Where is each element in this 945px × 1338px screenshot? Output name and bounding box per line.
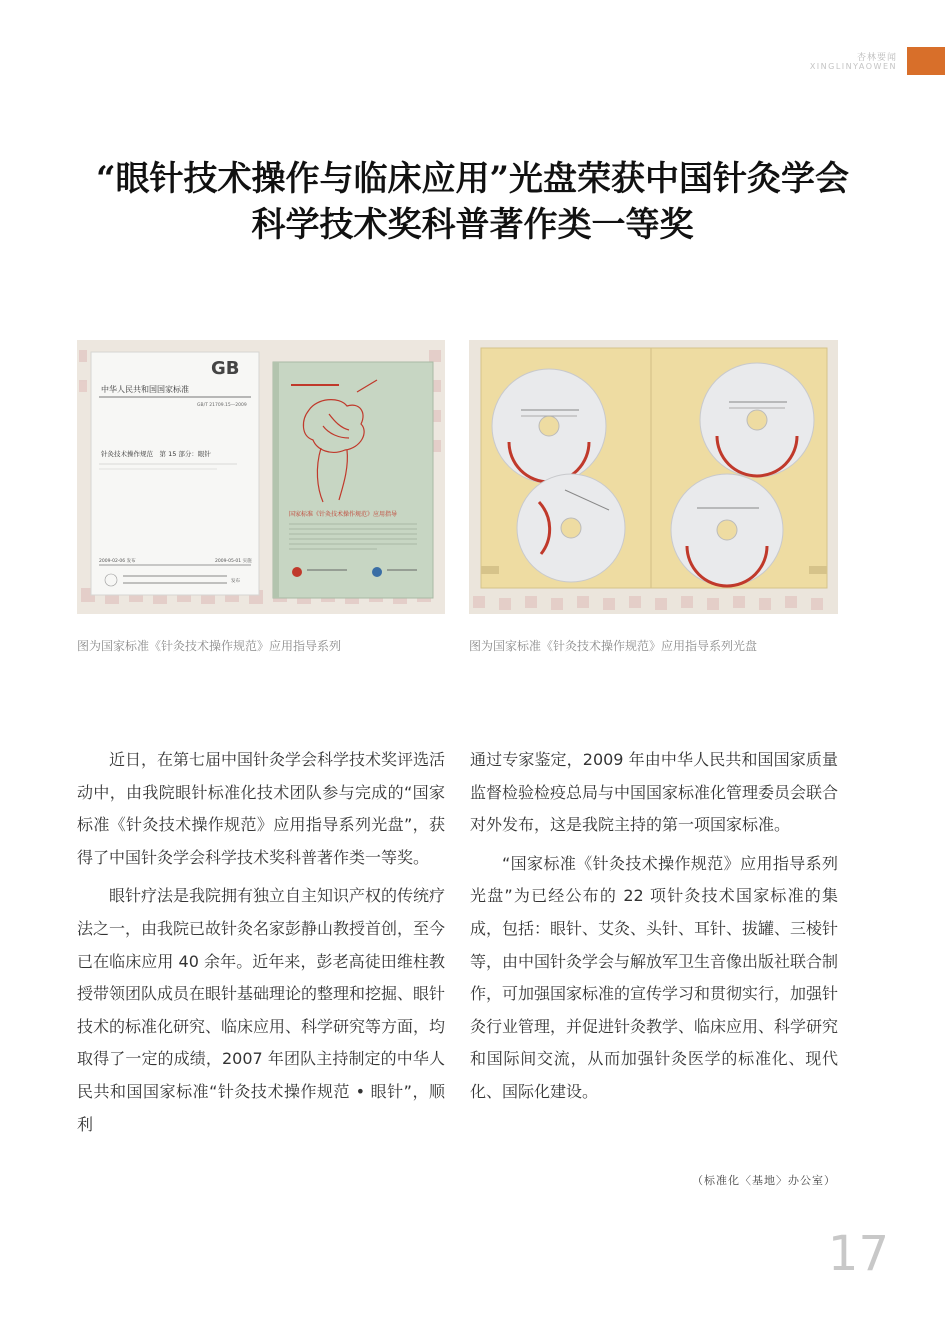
doc-country-label: 中华人民共和国国家标准 (101, 385, 189, 394)
article-column-right (470, 744, 838, 1115)
article-title (40, 156, 905, 248)
article-paragraph: 眼针疗法是我院拥有独立自主知识产权的传统疗法之一，由我院已故针灸名家彭静山教授首创，至今已在临床应用 40 余年。近年来，彭老高徒田维柱教授带领团队成员在眼针基础理论的整理和挖掘、眼针技术的标准化研究、临床应用、科学研究等方面，均取得了一定的成绩，2007 年团队主持制定的中华人民共和国国家标准“针灸技术操作规范 • 眼针”，顺利 (77, 886, 446, 1134)
article-paragraph-continued: 通过专家鉴定，2009 年由中华人民共和国国家质量监督检验检疫总局与中国国家标准化管理委员会联合对外发布，这是我院主持的第一项国家标准。 (470, 750, 839, 835)
page-number: 17 (827, 1226, 889, 1282)
section-accent-tab (907, 47, 945, 75)
photo-standard-and-book (77, 340, 445, 614)
section-label: 杏林要闻 (856, 53, 897, 63)
doc-issue-date: 2009-02-06 发布 (99, 559, 136, 564)
book-title: 国家标准《针灸技术操作规范》应用指导 (289, 511, 398, 518)
article-signoff: （标准化〈基地〉办公室） (692, 1174, 836, 1187)
article-column-left (77, 744, 445, 1147)
photo-standard-and-book-image (77, 340, 445, 614)
section-label-en: XINGLINYAOWEN (809, 62, 897, 71)
photo-caption-left: 图为国家标准《针灸技术操作规范》应用指导系列 (77, 639, 342, 653)
article-paragraph: “国家标准《针灸技术操作规范》应用指导系列光盘”为已经公布的 22 项针灸技术国家标准的集成，包括：眼针、艾灸、头针、耳针、拔罐、三棱针等，由中国针灸学会与解放军卫生音像出版社联合制作，可加强国家标准的宣传学习和贯彻实行，加强针灸行业管理，并促进针灸教学、临床应用、科学研究和国际间交流，从而加强针灸医学的标准化、现代化、国际化建设。 (470, 853, 839, 1101)
gb-logo: GB (211, 358, 240, 379)
doc-name: 针灸技术操作规范 第 15 部分：眼针 (101, 450, 211, 458)
doc-effective-date: 2009-05-01 实施 (215, 559, 252, 564)
photo-dvd-set-image (469, 340, 838, 614)
doc-code: GB/T 21709.15—2009 (197, 403, 247, 408)
title-line-1: “眼针技术操作与临床应用”光盘荣获中国针灸学会 (95, 159, 850, 199)
article-paragraph: 近日，在第七届中国针灸学会科学技术奖评选活动中，由我院眼针标准化技术团队参与完成的“国家标准《针灸技术操作规范》应用指导系列光盘”，获得了中国针灸学会科学技术奖科普著作类一等奖。 (77, 750, 446, 867)
title-line-2: 科学技术奖科普著作类一等奖 (251, 205, 694, 245)
photo-dvd-set (469, 340, 838, 614)
photo-caption-right: 图为国家标准《针灸技术操作规范》应用指导系列光盘 (469, 639, 758, 653)
doc-issuer-suffix: 发布 (231, 579, 240, 584)
